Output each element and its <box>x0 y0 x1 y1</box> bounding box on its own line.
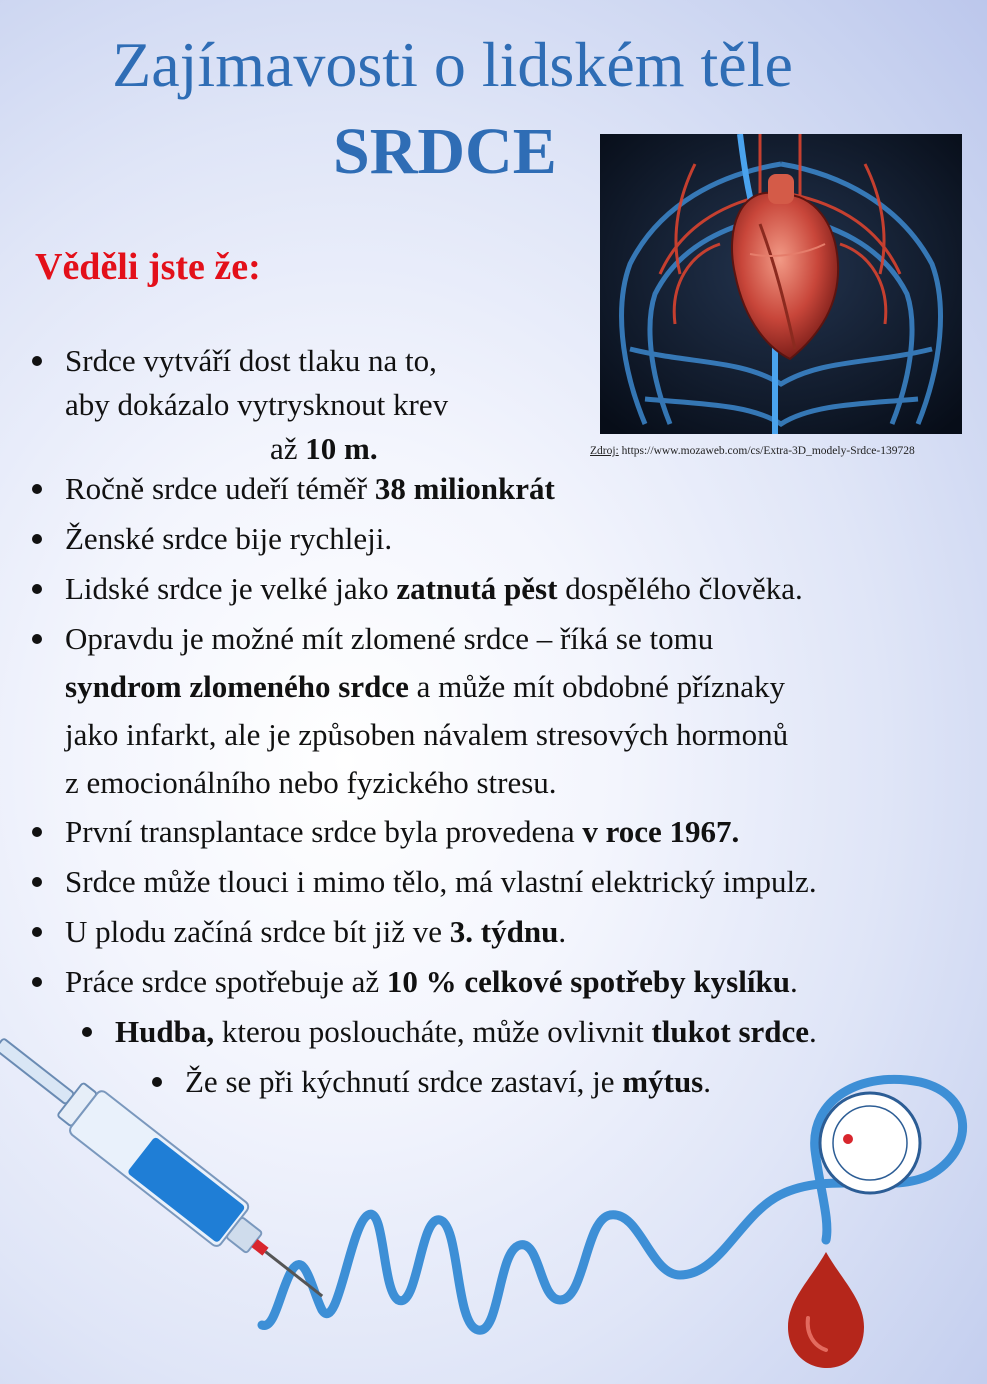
fact-text: Ročně srdce udeří téměř 38 milionkrát <box>65 471 555 506</box>
fact-text: U plodu začíná srdce bít již ve 3. týdnu. <box>65 914 567 949</box>
fact-text: Že se při kýchnutí srdce zastaví, je mýtus. <box>185 1064 711 1099</box>
fact-text: Práce srdce spotřebuje až 10 % celkové spotřeby kyslíku. <box>65 964 798 999</box>
fact-text: První transplantace srdce byla provedena v roce 1967. <box>65 814 740 849</box>
intro-heading: Věděli jste že: <box>35 246 261 288</box>
fact-text: aby dokázalo vytrysknout krev <box>65 387 449 422</box>
page-title: Zajímavosti o lidském těle <box>112 29 793 100</box>
page-subtitle: SRDCE <box>333 115 557 188</box>
fact-text: Ženské srdce bije rychleji. <box>65 521 393 556</box>
source-url[interactable]: https://www.mozaweb.com/cs/Extra-3D_modely-Srdce-139728 <box>621 445 915 457</box>
fact-text: jako infarkt, ale je způsoben návalem stresových hormonů <box>65 717 789 752</box>
fact-text: z emocionálního nebo fyzického stresu. <box>65 765 557 800</box>
fact-text: Srdce může tlouci i mimo tělo, má vlastní elektrický impulz. <box>65 864 817 899</box>
fact-text: Lidské srdce je velké jako zatnutá pěst dospělého člověka. <box>65 571 803 606</box>
fact-text: syndrom zlomeného srdce a může mít obdobné příznaky <box>65 669 786 704</box>
source-label: Zdroj: <box>590 445 619 457</box>
fact-text: Opravdu je možné mít zlomené srdce – říká se tomu <box>65 621 714 656</box>
fact-text: až 10 m. <box>270 431 378 466</box>
school-logo <box>820 1093 920 1193</box>
fact-text: Hudba, kterou posloucháte, může ovlivnit tlukot srdce. <box>115 1014 817 1049</box>
fact-text: Srdce vytváří dost tlaku na to, <box>65 343 437 378</box>
